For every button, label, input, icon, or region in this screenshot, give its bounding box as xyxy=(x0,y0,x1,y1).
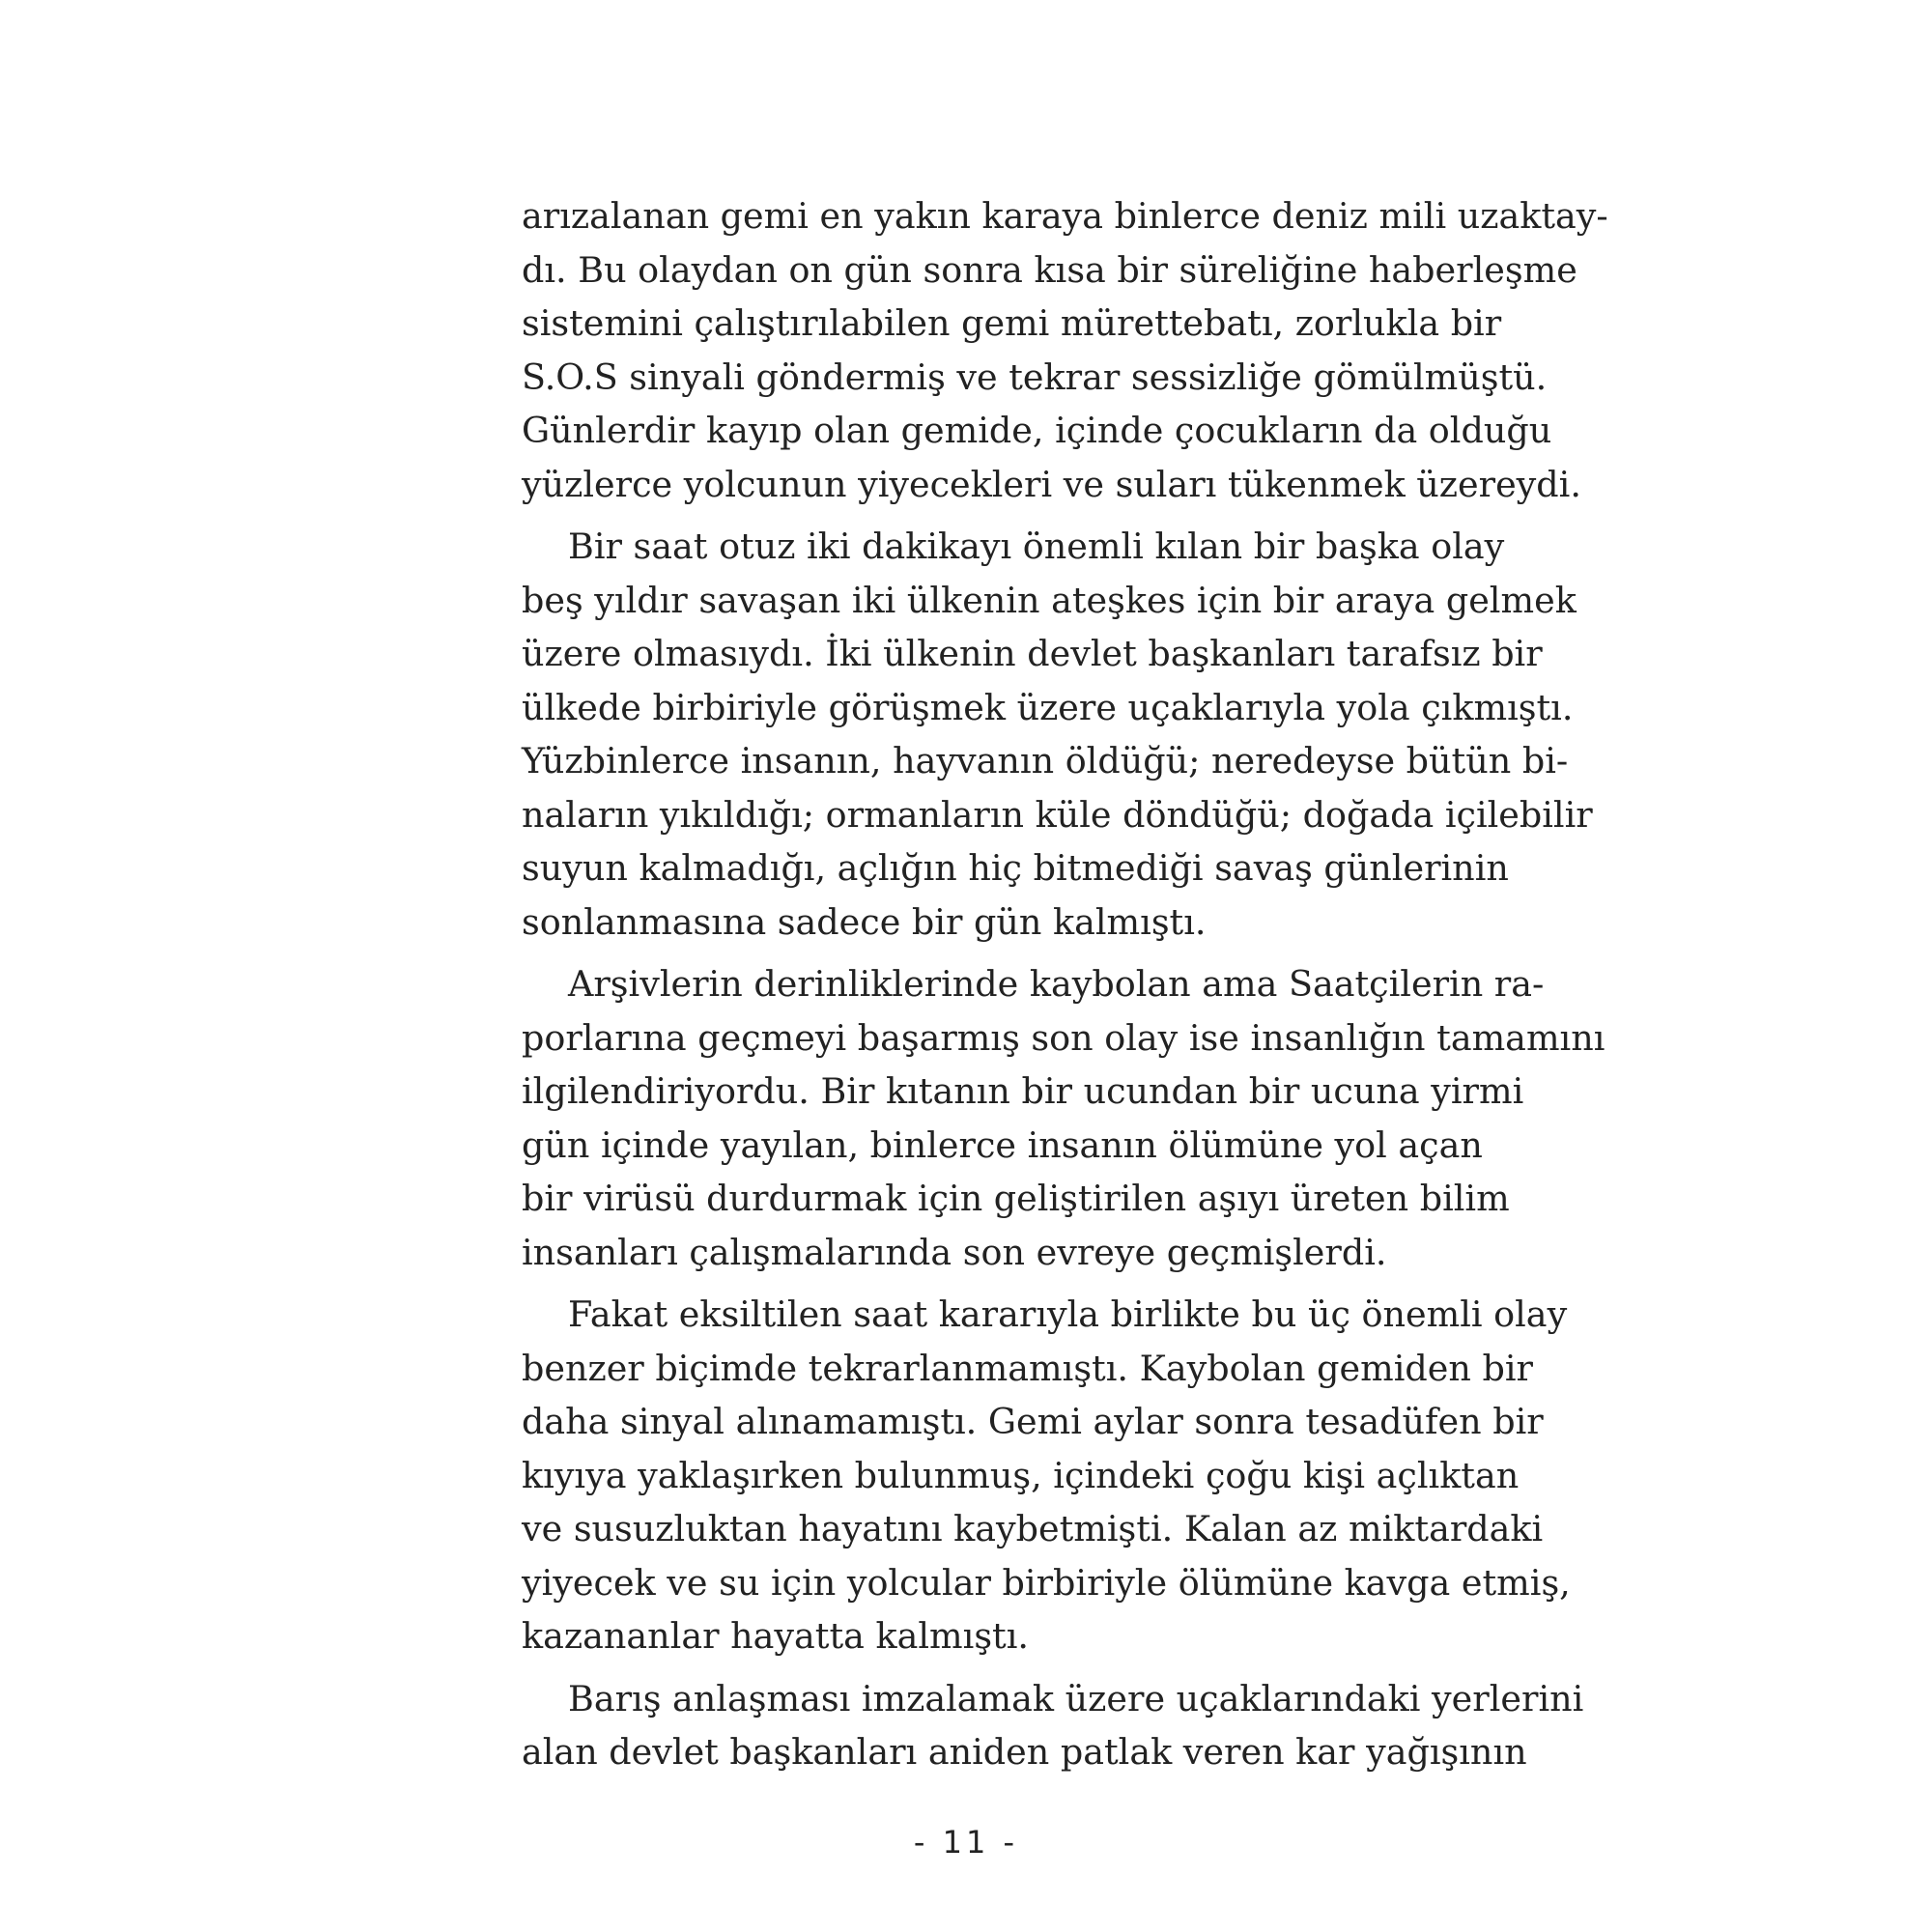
text-line: ülkede birbiriyle görüşmek üzere uçaklarıyla yola çıkmıştı. xyxy=(522,686,1574,728)
text-line: Fakat eksiltilen saat kararıyla birlikte bu üç önemli olay xyxy=(568,1293,1568,1335)
text-line: Arşivlerin derinliklerinde kaybolan ama Saatçilerin ra- xyxy=(568,963,1545,1005)
text-line: naların yıkıldığı; ormanların küle döndüğü; doğada içilebilir xyxy=(522,793,1593,836)
text-line: benzer biçimde tekrarlanmamıştı. Kaybolan gemiden bir xyxy=(522,1347,1533,1389)
text-line: sonlanmasına sadece bir gün kalmıştı. xyxy=(522,900,1207,943)
body-text xyxy=(522,189,1608,1788)
text-line: yüzlerce yolcunun yiyecekleri ve suları tükenmek üzereydi. xyxy=(522,463,1581,505)
text-line: porlarına geçmeyi başarmış son olay ise insanlığın tamamını xyxy=(522,1016,1605,1059)
page-number: - 11 - xyxy=(913,1824,1019,1861)
text-line: üzere olmasıydı. İki ülkenin devlet başkanları tarafsız bir xyxy=(522,633,1543,674)
text-line: Günlerdir kayıp olan gemide, içinde çocukların da olduğu xyxy=(522,410,1552,451)
text-line: suyun kalmadığı, açlığın hiç bitmediği savaş günlerinin xyxy=(522,847,1509,889)
text-line: alan devlet başkanları aniden patlak veren kar yağışının xyxy=(522,1731,1527,1773)
text-line: kıyıya yaklaşırken bulunmuş, içindeki çoğu kişi açlıktan xyxy=(522,1454,1520,1496)
text-line: gün içinde yayılan, binlerce insanın ölümüne yol açan xyxy=(522,1123,1483,1166)
text-line: ve susuzluktan hayatını kaybetmişti. Kalan az miktardaki xyxy=(522,1508,1544,1549)
text-line: daha sinyal alınamamıştı. Gemi aylar sonra tesadüfen bir xyxy=(522,1401,1544,1442)
text-line: Yüzbinlerce insanın, hayvanın öldüğü; neredeyse bütün bi- xyxy=(522,740,1569,781)
text-line: Barış anlaşması imzalamak üzere uçaklarındaki yerlerini xyxy=(568,1677,1584,1719)
paragraph-2 xyxy=(522,520,1593,949)
text-line: arızalanan gemi en yakın karaya binlerce deniz mili uzaktay- xyxy=(522,195,1608,237)
text-line: insanları çalışmalarında son evreye geçmişlerdi. xyxy=(522,1231,1387,1273)
text-line: S.O.S sinyali göndermiş ve tekrar sessizliğe gömülmüştü. xyxy=(522,355,1548,398)
paragraph-4 xyxy=(522,1288,1571,1663)
text-line: sistemini çalıştırılabilen gemi mürettebatı, zorlukla bir xyxy=(522,302,1502,344)
text-line: kazananlar hayatta kalmıştı. xyxy=(522,1615,1029,1657)
text-line: beş yıldır savaşan iki ülkenin ateşkes için bir araya gelmek xyxy=(522,579,1577,621)
paragraph-5 xyxy=(522,1672,1584,1779)
paragraph-1 xyxy=(522,189,1608,511)
text-line: bir virüsü durdurmak için geliştirilen aşıyı üreten bilim xyxy=(522,1178,1510,1219)
text-line: ilgilendiriyordu. Bir kıtanın bir ucundan bir ucuna yirmi xyxy=(522,1070,1524,1112)
paragraph-3 xyxy=(522,957,1605,1279)
text-line: yiyecek ve su için yolcular birbiriyle ölümüne kavga etmiş, xyxy=(522,1561,1571,1604)
text-line: dı. Bu olaydan on gün sonra kısa bir süreliğine haberleşme xyxy=(522,248,1577,291)
text-line: Bir saat otuz iki dakikayı önemli kılan bir başka olay xyxy=(568,526,1505,567)
